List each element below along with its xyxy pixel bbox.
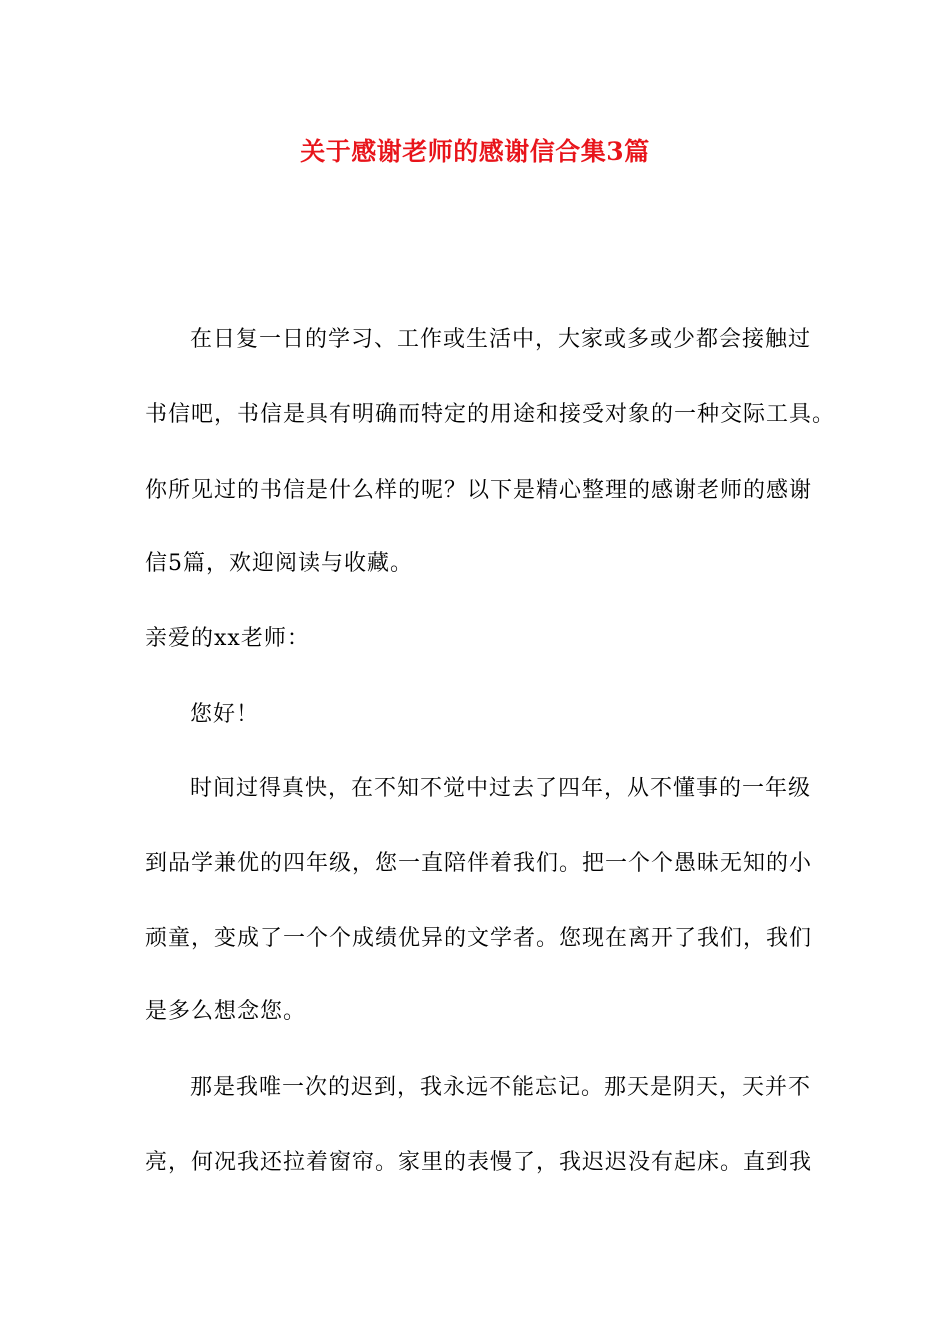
salutation: 亲爱的xx老师： [145, 626, 310, 651]
paragraph-line: 顽童，变成了一个个成绩优异的文学者。您现在离开了我们，我们 [145, 926, 813, 951]
paragraph-line: 亮，何况我还拉着窗帘。家里的表慢了，我迟迟没有起床。直到我 [145, 1150, 813, 1175]
paragraph-line: 到品学兼优的四年级，您一直陪伴着我们。把一个个愚昧无知的小 [145, 851, 813, 876]
paragraph-line: 是多么想念您。 [145, 999, 307, 1024]
greeting: 您好！ [190, 702, 260, 727]
document-title: 关于感谢老师的感谢信合集3篇 [300, 137, 650, 166]
paragraph-line: 你所见过的书信是什么样的呢？以下是精心整理的感谢老师的感谢 [145, 478, 813, 503]
paragraph-line: 在日复一日的学习、工作或生活中，大家或多或少都会接触过 [190, 327, 812, 352]
paragraph-line: 书信吧，书信是具有明确而特定的用途和接受对象的一种交际工具。 [145, 402, 836, 427]
paragraph-line: 那是我唯一次的迟到，我永远不能忘记。那天是阴天，天并不 [190, 1075, 812, 1100]
paragraph-line: 时间过得真快，在不知不觉中过去了四年，从不懂事的一年级 [190, 776, 812, 801]
paragraph-line: 信5篇，欢迎阅读与收藏。 [145, 551, 413, 576]
